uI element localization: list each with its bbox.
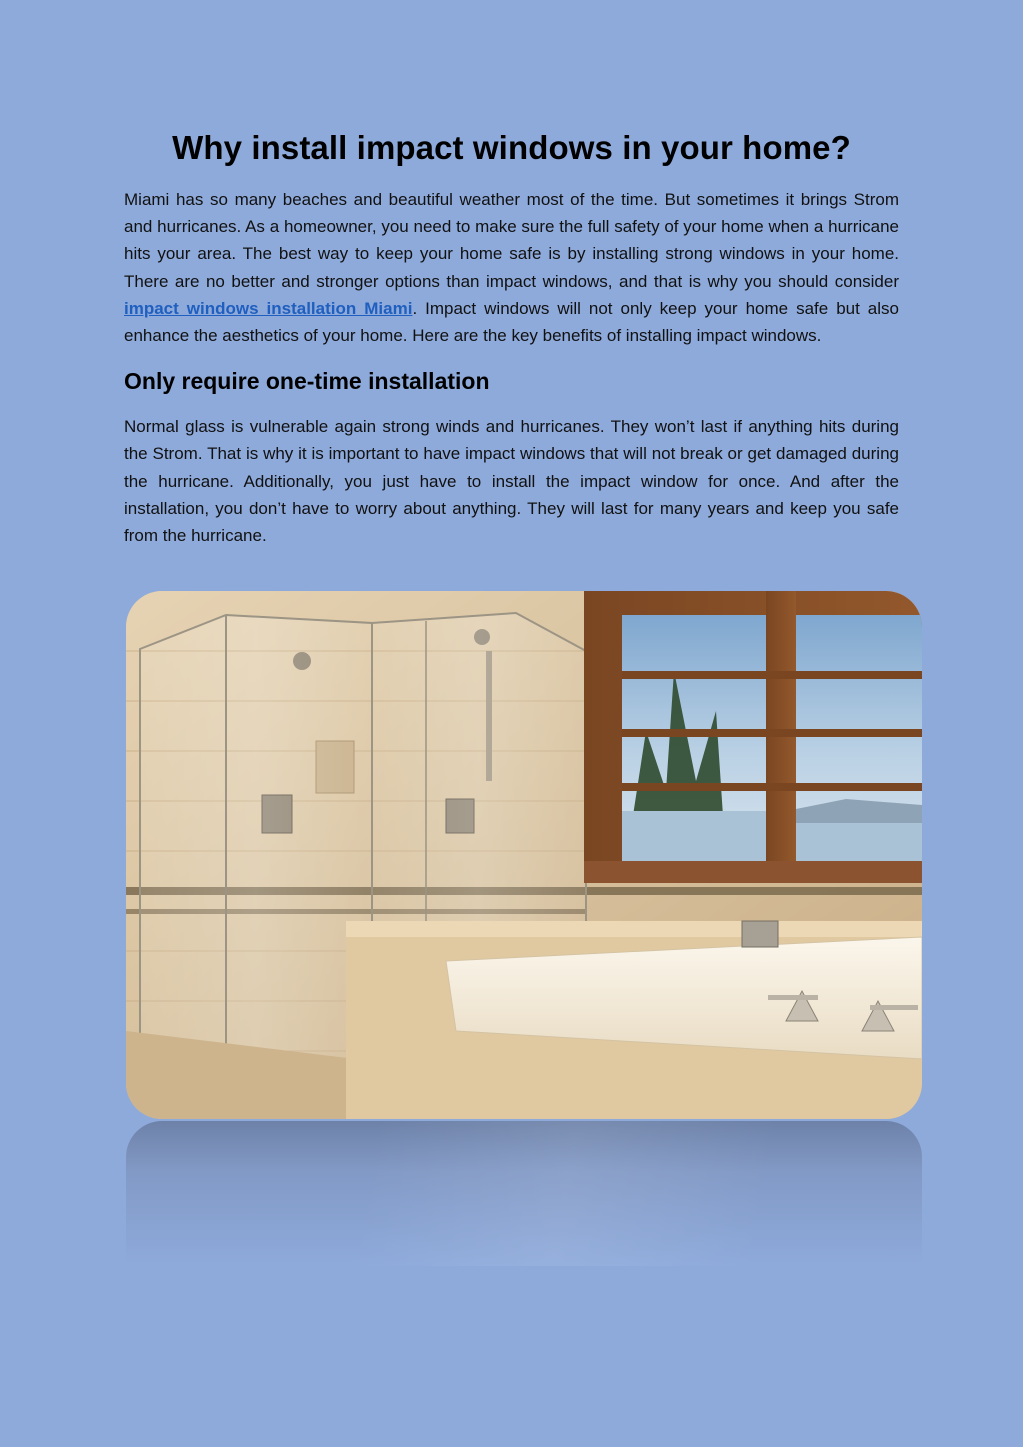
intro-text-start: Miami has so many beaches and beautiful weather most of the time. But sometimes it brings Strom and hurricanes. As a homeowner, you need to make sure the full safety of your home when a hurricane hits your area. The best way to keep your home safe is by installing strong windows in your home. There are no better and stronger options than impact windows, and that is why you should consider bbox=[124, 190, 899, 291]
photo-reflection bbox=[126, 1121, 922, 1266]
intro-text-end: . Impact windows will not only keep your home safe but also enhance the aesthetics of your home. Here are the key benefits of installing impact windows. bbox=[124, 298, 899, 346]
section-heading: Only require one-time installation bbox=[124, 368, 490, 395]
page-title: Why install impact windows in your home? bbox=[172, 129, 851, 166]
intro-paragraph bbox=[124, 186, 899, 349]
document-page bbox=[124, 126, 899, 549]
impact-windows-link[interactable]: impact windows installation Miami bbox=[124, 298, 413, 318]
section-paragraph: Normal glass is vulnerable again strong winds and hurricanes. They won’t last if anything hits during the Strom. That is why it is important to have impact windows that will not break or get damaged during the hurricane. Additionally, you just have to install the impact window for once. And after the installation, you don’t have to worry about anything. They will last for many years and keep you safe from the hurricane. bbox=[124, 417, 899, 546]
reflection-shine bbox=[126, 1121, 922, 1266]
bathroom-illustration bbox=[126, 591, 922, 1119]
bathroom-photo bbox=[126, 591, 922, 1119]
